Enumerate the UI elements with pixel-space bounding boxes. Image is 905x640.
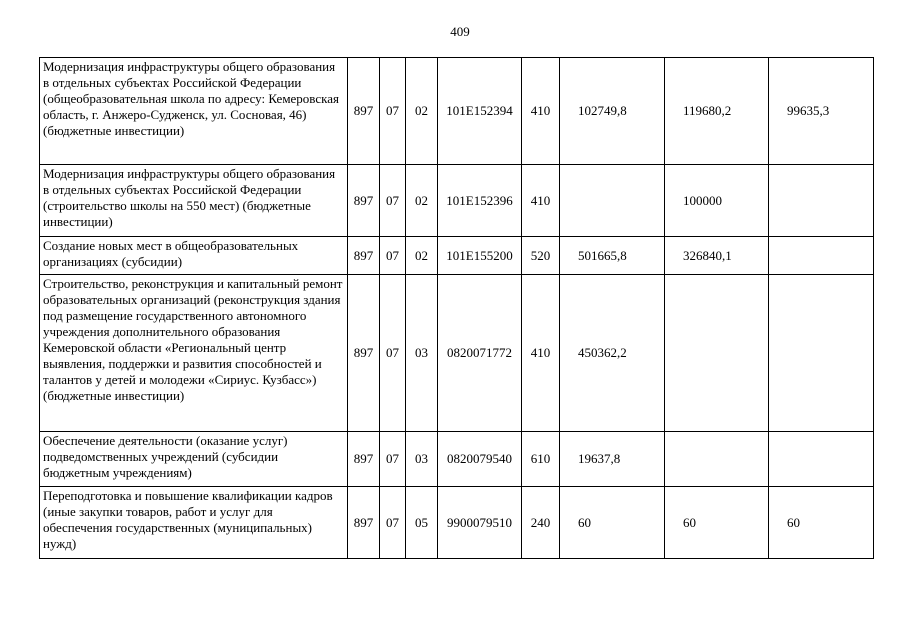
amount-3 — [769, 275, 874, 432]
row-description: Создание новых мест в общеобразовательных организациях (субсидии) — [40, 237, 348, 275]
row-description: Обеспечение деятельности (оказание услуг) подведомственных учреждений (субсидии бюджетным учреждениям) — [40, 432, 348, 487]
amount-3 — [769, 237, 874, 275]
target-article-code: 0820079540 — [438, 432, 522, 487]
row-description: Модернизация инфраструктуры общего образования в отдельных субъектах Российской Федерации (общеобразовательная школа по адресу: Кемеровская область, г. Анжеро-Судженск, ул. Сосновая, 46) (бюджетные инвестиции) — [40, 58, 348, 165]
row-description: Переподготовка и повышение квалификации кадров (иные закупки товаров, работ и услуг для обеспечения государственных (муниципальных) нужд) — [40, 487, 348, 559]
target-article-code: 101Е155200 — [438, 237, 522, 275]
row-description: Модернизация инфраструктуры общего образования в отдельных субъектах Российской Федерации (строительство школы на 550 мест) (бюджетные инвестиции) — [40, 165, 348, 237]
amount-2: 119680,2 — [665, 58, 769, 165]
section-code: 07 — [380, 58, 406, 165]
amount-2 — [665, 432, 769, 487]
ministry-code: 897 — [348, 432, 380, 487]
amount-3: 60 — [769, 487, 874, 559]
expense-type-code: 610 — [522, 432, 560, 487]
amount-3 — [769, 432, 874, 487]
target-article-code: 9900079510 — [438, 487, 522, 559]
amount-1: 450362,2 — [560, 275, 665, 432]
amount-2: 100000 — [665, 165, 769, 237]
subsection-code: 05 — [406, 487, 438, 559]
table-row — [40, 487, 874, 559]
page-number: 409 — [450, 24, 470, 39]
amount-1 — [560, 165, 665, 237]
table-row — [40, 165, 874, 237]
subsection-code: 02 — [406, 165, 438, 237]
ministry-code: 897 — [348, 165, 380, 237]
amount-1: 501665,8 — [560, 237, 665, 275]
amount-1: 102749,8 — [560, 58, 665, 165]
table-row — [40, 275, 874, 432]
subsection-code: 03 — [406, 432, 438, 487]
subsection-code: 03 — [406, 275, 438, 432]
section-code: 07 — [380, 487, 406, 559]
target-article-code: 0820071772 — [438, 275, 522, 432]
ministry-code: 897 — [348, 58, 380, 165]
section-code: 07 — [380, 165, 406, 237]
ministry-code: 897 — [348, 237, 380, 275]
expense-type-code: 240 — [522, 487, 560, 559]
section-code: 07 — [380, 275, 406, 432]
target-article-code: 101Е152394 — [438, 58, 522, 165]
amount-1: 19637,8 — [560, 432, 665, 487]
amount-2 — [665, 275, 769, 432]
amount-2: 60 — [665, 487, 769, 559]
table-row — [40, 58, 874, 165]
subsection-code: 02 — [406, 237, 438, 275]
expense-type-code: 520 — [522, 237, 560, 275]
section-code: 07 — [380, 432, 406, 487]
budget-table — [39, 57, 874, 559]
table-row — [40, 237, 874, 275]
expense-type-code: 410 — [522, 275, 560, 432]
subsection-code: 02 — [406, 58, 438, 165]
section-code: 07 — [380, 237, 406, 275]
amount-1: 60 — [560, 487, 665, 559]
expense-type-code: 410 — [522, 58, 560, 165]
amount-2: 326840,1 — [665, 237, 769, 275]
expense-type-code: 410 — [522, 165, 560, 237]
amount-3 — [769, 165, 874, 237]
row-description: Строительство, реконструкция и капитальный ремонт образовательных организаций (реконструкция здания под размещение государственного автономного учреждения дополнительного образования Кемеровской области «Региональный центр выявления, поддержки и развития способностей и талантов у детей и молодежи «Сириус. Кузбасс») (бюджетные инвестиции) — [40, 275, 348, 432]
ministry-code: 897 — [348, 275, 380, 432]
amount-3: 99635,3 — [769, 58, 874, 165]
table-row — [40, 432, 874, 487]
ministry-code: 897 — [348, 487, 380, 559]
target-article-code: 101Е152396 — [438, 165, 522, 237]
